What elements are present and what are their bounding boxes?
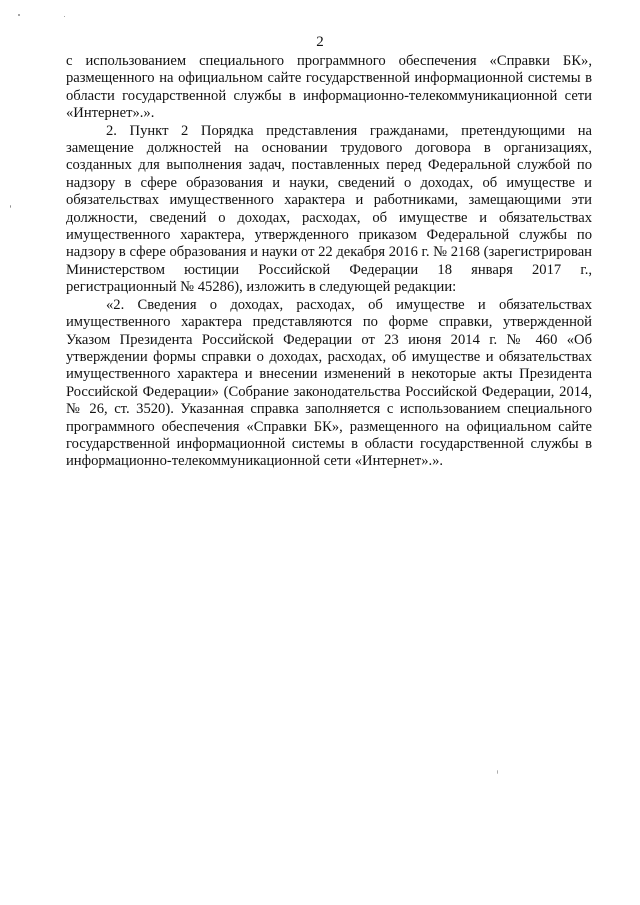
- scan-speck: [18, 14, 20, 16]
- paragraph-quoted-new-text: «2. Сведения о доходах, расходах, об имуществе и обязательствах имущественного характера представляются по форме справки, утвержденной Указом Президента Российской Федерации от 23 июня 2014 г. № 460 «Об утверждении формы справки о доходах, расходах, об имуществе и обязательствах имущественного характера и внесении изменений в некоторые акты Президента Российской Федерации» (Собрание законодательства Российской Федерации, 2014, № 26, ст. 3520). Указанная справка заполняется с использованием специального программного обеспечения «Справки БК», размещенного на официальном сайте государственной информационной системы в области государственной службы в информационно-телекоммуникационной сети «Интернет».».: [66, 296, 592, 470]
- paragraph-item-2-amendment: 2. Пункт 2 Порядка представления гражданами, претендующими на замещение должностей на основании трудового договора в организациях, созданных для выполнения задач, поставленных перед Федеральной службой по надзору в сфере образования и науки, сведений о доходах, об имуществе и обязательствах имущественного характера и работниками, замещающими эти должности, сведений о доходах, расходах, об имуществе и обязательствах имущественного характера, утвержденного приказом Федеральной службы по надзору в сфере образования и науки от 22 декабря 2016 г. № 2168 (зарегистрирован Министерством юстиции Российской Федерации 18 января 2017 г., регистрационный № 45286), изложить в следующей редакции:: [66, 122, 592, 296]
- document-body: [66, 53, 592, 471]
- scan-speck: [497, 770, 498, 774]
- paragraph-continuation: с использованием специального программного обеспечения «Справки БК», размещенного на официальном сайте государственной информационной системы в области государственной службы в информационно-телекоммуникационной сети «Интернет».».: [66, 53, 592, 122]
- scan-speck: [64, 16, 65, 17]
- page-number: 2: [316, 34, 324, 50]
- scan-speck: [10, 205, 11, 208]
